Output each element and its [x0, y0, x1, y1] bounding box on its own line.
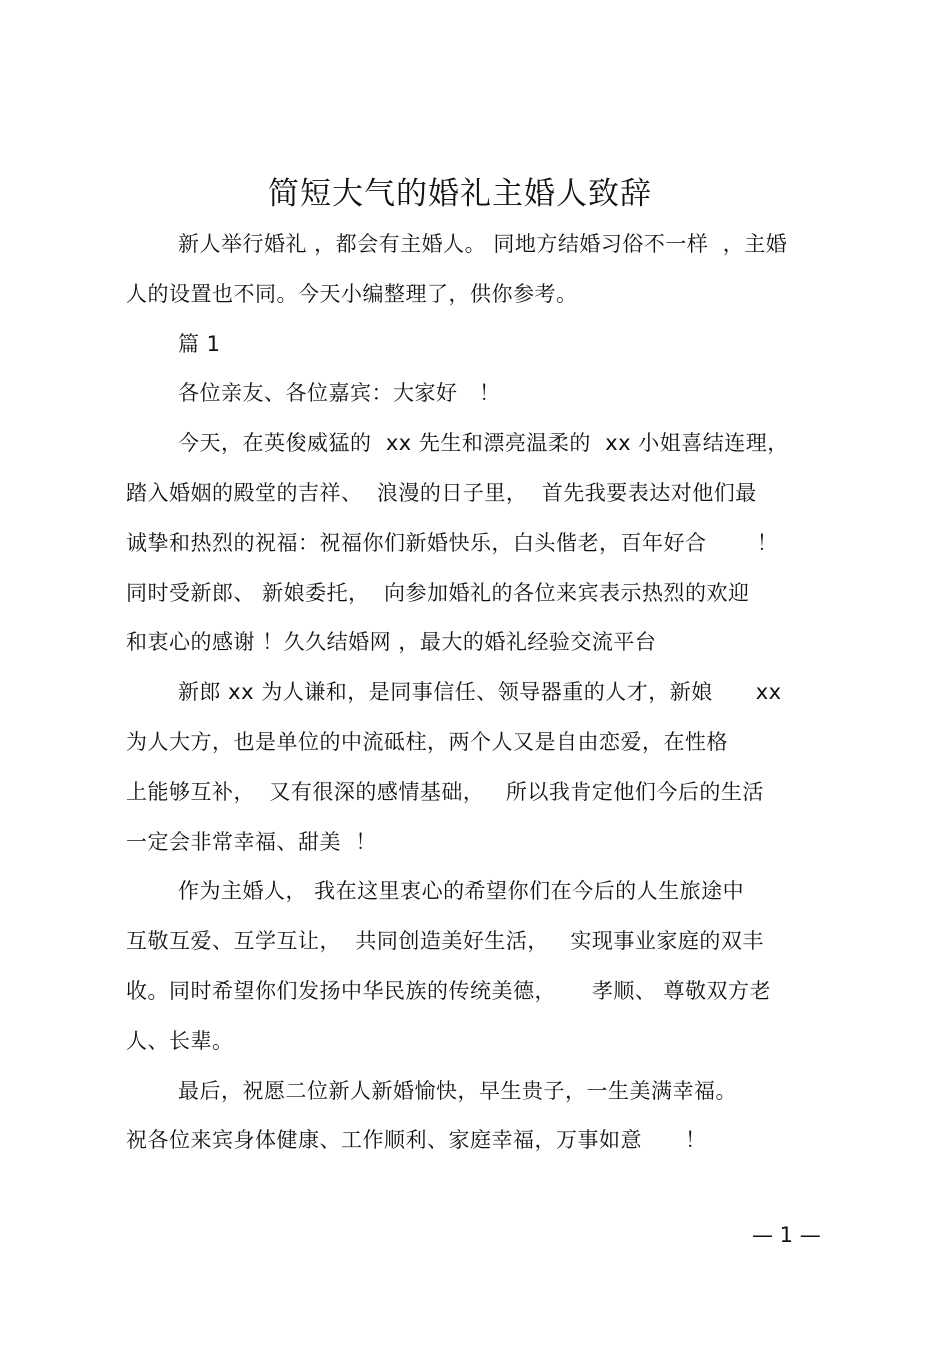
page-number: — 1 — [752, 1223, 821, 1247]
paragraph-line: 诚挚和热烈的祝福：祝福你们新婚快乐，白头偕老，百年好合 ！ [126, 531, 779, 555]
paragraph-line: 人的设置也不同。今天小编整理了，供你参考。 [126, 282, 578, 306]
paragraph-line: 作为主婚人， 我在这里衷心的希望你们在今后的人生旅途中 [178, 879, 745, 903]
paragraph-line: 踏入婚姻的殿堂的吉祥、 浪漫的日子里， 首先我要表达对他们最 [126, 481, 757, 505]
paragraph-line: 为人大方，也是单位的中流砥柱，两个人又是自由恋爱，在性格 [126, 730, 728, 754]
paragraph-line: 上能够互补， 又有很深的感情基础， 所以我肯定他们今后的生活 [126, 780, 764, 804]
paragraph-line: 同时受新郎、 新娘委托， 向参加婚礼的各位来宾表示热烈的欢迎 [126, 581, 750, 605]
paragraph-line: 新郎 xx 为人谦和，是同事信任、领导器重的人才，新娘 xx [178, 680, 782, 704]
paragraph-line: 新人举行婚礼 ，都会有主婚人。 同地方结婚习俗不一样 ，主婚 [178, 232, 788, 256]
paragraph-line: 和衷心的感谢 ！久久结婚网 ，最大的婚礼经验交流平台 [126, 630, 657, 654]
paragraph-line: 收。同时希望你们发扬中华民族的传统美德， 孝顺、 尊敬双方老 [126, 979, 772, 1003]
paragraph-line: 祝各位来宾身体健康、工作顺利、家庭幸福，万事如意 ！ [126, 1128, 707, 1152]
greeting-line: 各位亲友、各位嘉宾：大家好 ！ [178, 381, 501, 405]
paragraph-line: 人、长辈。 [126, 1029, 234, 1053]
paragraph-line: 今天，在英俊威猛的 xx 先生和漂亮温柔的 xx 小姐喜结连理， [178, 431, 789, 455]
paragraph-line: 最后，祝愿二位新人新婚愉快，早生贵子，一生美满幸福。 [178, 1079, 737, 1103]
paragraph-line: 一定会非常幸福、甜美 ！ [126, 830, 377, 854]
document-title: 简短大气的婚礼主婚人致辞 [268, 176, 652, 212]
section-heading: 篇 1 [178, 332, 221, 356]
paragraph-line: 互敬互爱、互学互让， 共同创造美好生活， 实现事业家庭的双丰 [126, 929, 764, 953]
